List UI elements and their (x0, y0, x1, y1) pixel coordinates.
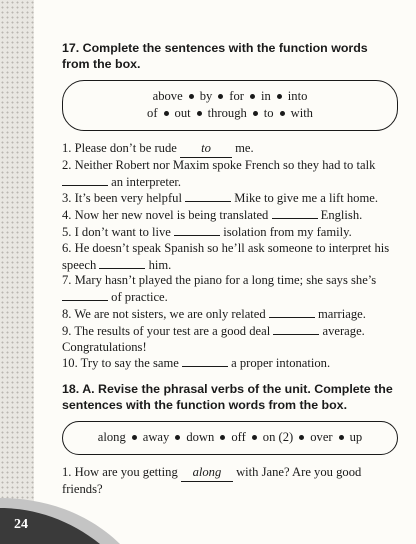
word-box-line-2 (73, 105, 387, 122)
sentence-5: 5. I don’t want to live isolation from my family. (62, 224, 352, 239)
dotted-margin (0, 0, 34, 544)
answer-blank[interactable] (269, 306, 315, 318)
word: out (174, 106, 191, 120)
exercise-18-heading: 18. A. Revise the phrasal verbs of the unit. Complete the sentences with the function words from the box. (62, 382, 393, 413)
answer-blank[interactable] (272, 207, 318, 219)
sentence-10: 10. Try to say the same a proper intonation. (62, 356, 331, 371)
sentence-7: 7. Mary hasn’t played the piano for a long time; she says she’s of practice. (62, 273, 377, 305)
word: in (260, 89, 271, 103)
answer-blank[interactable] (185, 190, 231, 202)
word: to (263, 106, 274, 120)
answer-blank[interactable] (62, 174, 108, 186)
bullet-icon (250, 94, 255, 99)
bullet-icon (164, 111, 169, 116)
page-corner-decoration (0, 480, 120, 544)
word: through (207, 106, 247, 120)
bullet-icon (299, 435, 304, 440)
exercise-17-word-box (62, 80, 398, 131)
bullet-icon (253, 111, 258, 116)
word: over (310, 430, 333, 445)
word: away (142, 430, 170, 445)
bullet-icon (220, 435, 225, 440)
word: up (349, 430, 363, 445)
word: off (231, 430, 246, 445)
sentence-6: 6. He doesn’t speak Spanish so he’ll ask someone to interpret his speech him. (62, 240, 390, 272)
bullet-icon (339, 435, 344, 440)
sentence-8: 8. We are not sisters, we are only related marriage. (62, 306, 366, 321)
sentence-3: 3. It’s been very helpful Mike to give me a lift home. (62, 191, 379, 206)
bullet-icon (252, 435, 257, 440)
exercise-18-word-box (62, 421, 398, 455)
bullet-icon (175, 435, 180, 440)
word: with (290, 106, 313, 120)
answer-blank[interactable] (62, 289, 108, 301)
bullet-icon (197, 111, 202, 116)
bullet-icon (189, 94, 194, 99)
bullet-icon (132, 435, 137, 440)
word-box-line-1 (73, 88, 387, 105)
answer-blank[interactable] (273, 323, 319, 335)
answer-blank[interactable]: to (180, 141, 232, 158)
answer-blank[interactable] (174, 224, 220, 236)
sentence-9: 9. The results of your test are a good deal average. Congratulations! (62, 323, 365, 354)
sentence-1: 1. Please don’t be rude to me. (62, 141, 398, 158)
bullet-icon (277, 94, 282, 99)
answer-blank[interactable] (182, 355, 228, 367)
word: above (152, 89, 183, 103)
bullet-icon (280, 111, 285, 116)
answer-blank[interactable]: along (181, 465, 233, 482)
word: by (199, 89, 213, 103)
word: of (147, 106, 158, 120)
page-content (62, 40, 398, 498)
word: on (2) (262, 430, 294, 445)
answer-blank[interactable] (99, 257, 145, 269)
bullet-icon (218, 94, 223, 99)
ex18-sentence-1: 1. How are you getting along with Jane? Are you good friends? (62, 465, 362, 496)
sentence-2: 2. Neither Robert nor Maxim spoke French so they had to talk an interpreter. (62, 157, 376, 189)
word: into (287, 89, 308, 103)
exercise-17-heading: 17. Complete the sentences with the function words from the box. (62, 41, 368, 71)
sentence-4: 4. Now her new novel is being translated English. (62, 208, 363, 223)
word: along (97, 430, 126, 445)
word: down (186, 430, 215, 445)
page-number: 24 (14, 517, 28, 532)
word: for (229, 89, 244, 103)
